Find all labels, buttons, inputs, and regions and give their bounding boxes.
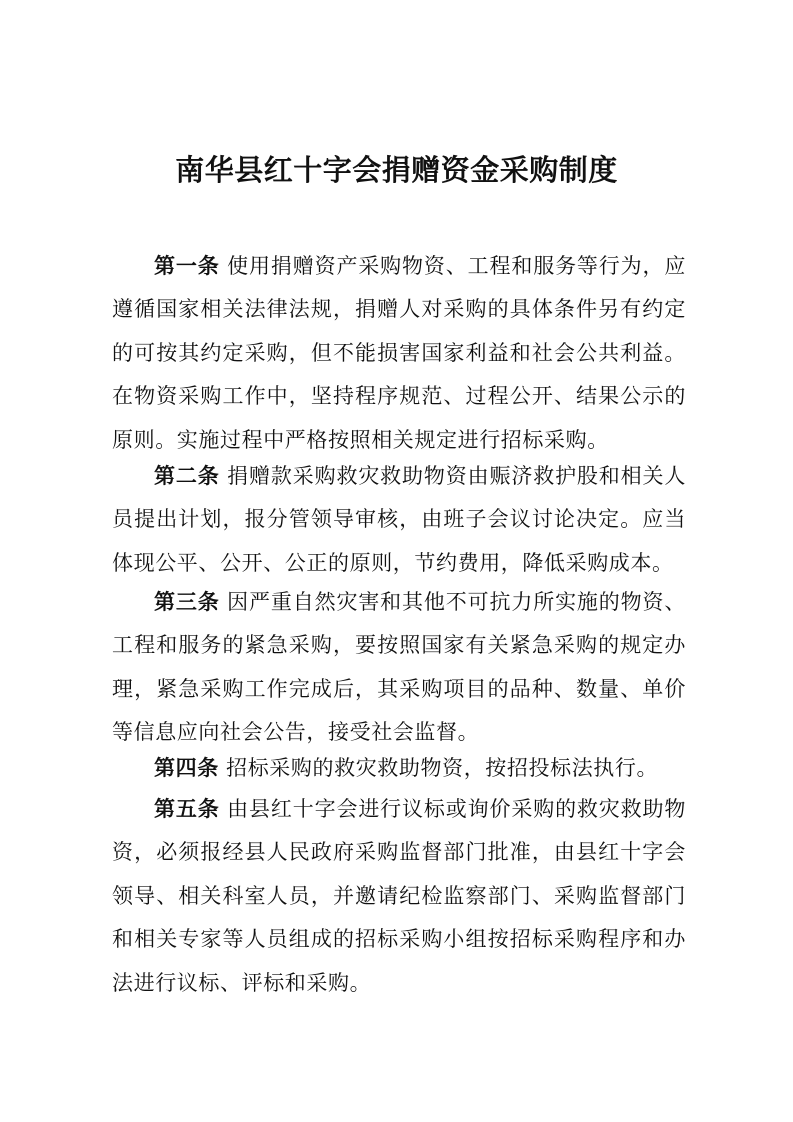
article-3-label: 第三条	[154, 590, 220, 614]
article-3-text: 因严重自然灾害和其他不可抗力所实施的物资、工程和服务的紧急采购，要按照国家有关紧急采购的规定办理，紧急采购工作完成后，其采购项目的品种、数量、单价等信息应向社会公告，接受社会监督。	[112, 590, 686, 745]
article-3	[112, 581, 686, 755]
article-1-label: 第一条	[154, 254, 220, 278]
document-title: 南华县红十字会捐赠资金采购制度	[175, 153, 618, 187]
article-4-text: 招标采购的救灾救助物资，按招投标法执行。	[226, 756, 659, 780]
article-5-text: 由县红十字会进行议标或询价采购的救灾救助物资，必须报经县人民政府采购监督部门批准，由县红十字会领导、相关科室人员，并邀请纪检监察部门、采购监督部门和相关专家等人员组成的招标采购小组按招标采购程序和办法进行议标、评标和采购。	[112, 797, 686, 995]
article-2-text: 捐赠款采购救灾救助物资由赈济救护股和相关人员提出计划，报分管领导审核，由班子会议讨论决定。应当体现公平、公开、公正的原则，节约费用，降低采购成本。	[112, 464, 686, 575]
article-2	[112, 455, 686, 585]
article-1-text: 使用捐赠资产采购物资、工程和服务等行为，应遵循国家相关法律法规，捐赠人对采购的具体条件另有约定的可按其约定采购，但不能损害国家利益和社会公共利益。在物资采购工作中，坚持程序规范、过程公开、结果公示的原则。实施过程中严格按照相关规定进行招标采购。	[112, 254, 686, 452]
article-2-label: 第二条	[154, 464, 220, 488]
article-4-label: 第四条	[154, 756, 219, 780]
article-5-label: 第五条	[154, 797, 220, 821]
article-1	[112, 245, 686, 462]
article-5	[112, 788, 686, 1005]
article-4	[112, 747, 686, 790]
